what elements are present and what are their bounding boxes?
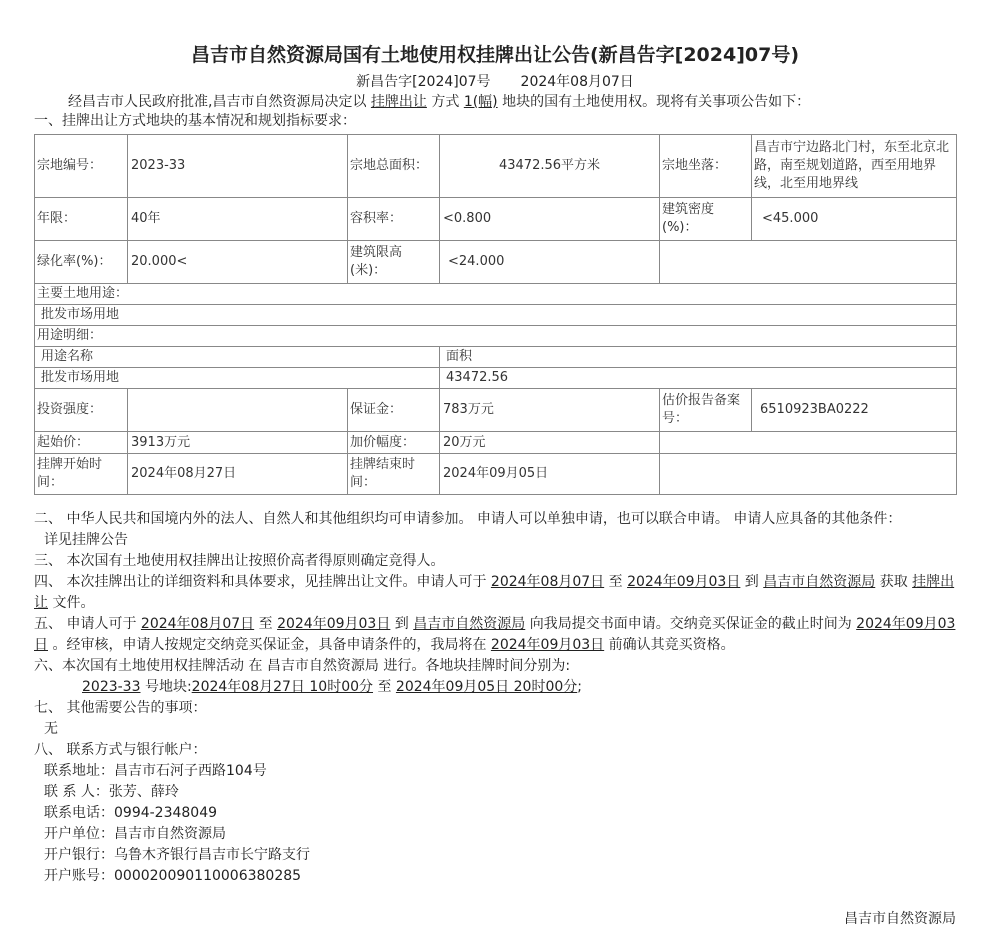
- parcel-number: 2023-33: [82, 679, 141, 695]
- signature: 昌吉市自然资源局: [844, 911, 956, 927]
- use-name-value: 批发市场用地: [35, 368, 440, 389]
- section-7-detail: 无: [44, 721, 58, 737]
- use-area-value: 43472.56: [440, 368, 957, 389]
- empty-cell: [660, 454, 957, 495]
- main-use-value: 批发市场用地: [35, 305, 957, 326]
- use-detail-label: 用途明细：: [35, 326, 957, 347]
- text: 到: [744, 574, 759, 590]
- section1-heading: 一、挂牌出让方式地块的基本情况和规划指标要求：: [34, 113, 356, 129]
- text: 至: [608, 574, 623, 590]
- table-row: [35, 432, 957, 454]
- account-unit: 开户单位：昌吉市自然资源局: [44, 826, 226, 842]
- parcel-no: 2023-33: [128, 135, 348, 198]
- date-link: 2024年09月03日: [627, 574, 741, 590]
- invest-value: [128, 389, 348, 432]
- section-8-text: 八、 联系方式与银行帐户：: [34, 742, 207, 758]
- org-name: 昌吉市自然资源局: [413, 616, 526, 632]
- section-6-detail: [34, 677, 956, 698]
- end-time-value: 2024年09月05日: [440, 454, 660, 495]
- page-title: 昌吉市自然资源局国有土地使用权挂牌出让公告(新昌告字[2024]07号): [190, 44, 800, 66]
- table-row: [35, 135, 957, 198]
- parcel-count: 1(幅): [463, 94, 498, 110]
- date-link: 2024年09月03日: [490, 637, 605, 653]
- text: ;: [577, 679, 582, 695]
- text: 至: [377, 679, 392, 695]
- start-datetime: 2024年08月27日 10时00分: [191, 679, 374, 695]
- text: 文件。: [52, 595, 95, 611]
- appraisal-label: 估价报告备案号：: [660, 389, 752, 432]
- account-bank: 开户银行：乌鲁木齐银行昌吉市长宁路支行: [44, 847, 310, 863]
- main-use-label: 主要土地用途：: [35, 284, 957, 305]
- text: 至: [258, 616, 273, 632]
- empty-cell: [660, 241, 957, 284]
- green-label: 绿化率(%)：: [35, 241, 128, 284]
- increment-value: 20万元: [440, 432, 660, 454]
- parcel-no-label: 宗地编号：: [35, 135, 128, 198]
- contact-address: 联系地址：昌吉市石河子西路104号: [44, 763, 267, 779]
- intro-text: 经昌吉市人民政府批准,昌吉市自然资源局决定以: [68, 94, 367, 110]
- text: 。经审核，申请人按规定交纳竞买保证金，具备申请条件的，我局将在: [52, 637, 487, 653]
- density-value: <45.000: [752, 198, 957, 241]
- table-row: [35, 305, 957, 326]
- text: 向我局提交书面申请。交纳竞买保证金的截止时间为: [529, 616, 852, 632]
- text: 五、 申请人可于: [34, 616, 137, 632]
- section-6-text: 六、本次国有土地使用权挂牌活动 在 昌吉市自然资源局 进行。各地块挂牌时间分别为:: [34, 658, 571, 674]
- transfer-method: 挂牌出让: [370, 94, 427, 110]
- org-name: 昌吉市自然资源局: [763, 574, 876, 590]
- use-name-header: 用途名称: [35, 347, 440, 368]
- transfer-method: 挂牌出让: [34, 574, 955, 611]
- text: 号地块:: [144, 679, 192, 695]
- text: 到: [394, 616, 409, 632]
- green-value: 20.000<: [128, 241, 348, 284]
- start-price-value: 3913万元: [128, 432, 348, 454]
- table-row: [35, 284, 957, 305]
- far-label: 容积率：: [348, 198, 440, 241]
- far-value: <0.800: [440, 198, 660, 241]
- end-time-label: 挂牌结束时间：: [348, 454, 440, 495]
- density-label: 建筑密度(%)：: [660, 198, 752, 241]
- intro-text: 地块的国有土地使用权。现将有关事项公告如下：: [502, 94, 811, 110]
- table-row: [35, 326, 957, 347]
- table-row: [35, 241, 957, 284]
- text: 获取: [879, 574, 908, 590]
- invest-label: 投资强度：: [35, 389, 128, 432]
- location-label: 宗地坐落：: [660, 135, 752, 198]
- term-label: 年限：: [35, 198, 128, 241]
- intro-text: 方式: [431, 94, 460, 110]
- start-price-label: 起始价：: [35, 432, 128, 454]
- intro-paragraph: [0, 92, 990, 112]
- height-label: 建筑限高(米)：: [348, 241, 440, 284]
- parcel-info-table: [34, 134, 957, 495]
- section-5-text: [34, 614, 956, 656]
- section-7-text: 七、 其他需要公告的事项：: [34, 700, 207, 716]
- area-value: 43472.56平方米: [440, 135, 660, 198]
- doc-date: 2024年08月07日: [520, 74, 634, 90]
- use-area-header: 面积: [440, 347, 957, 368]
- date-link: 2024年09月03日: [34, 616, 956, 653]
- table-row: [35, 198, 957, 241]
- text: 前确认其竞买资格。: [608, 637, 735, 653]
- table-row: [35, 454, 957, 495]
- deposit-label: 保证金：: [348, 389, 440, 432]
- section-2-text: 二、 中华人民共和国境内外的法人、自然人和其他组织均可申请参加。 申请人可以单独申请，也可以联合申请。 申请人应具备的其他条件：: [34, 511, 902, 527]
- section-3-text: 三、 本次国有土地使用权挂牌出让按照价高者得原则确定竞得人。: [34, 553, 445, 569]
- deposit-value: 783万元: [440, 389, 660, 432]
- doc-number: 新昌告字[2024]07号: [356, 74, 491, 90]
- appraisal-value: 6510923BA0222: [752, 389, 957, 432]
- contact-block: [34, 761, 956, 887]
- empty-cell: [660, 432, 957, 454]
- account-number: 开户账号：000020090110006380285: [44, 868, 302, 884]
- date-link: 2024年09月03日: [277, 616, 391, 632]
- end-datetime: 2024年09月05日 20时00分: [395, 679, 578, 695]
- area-label: 宗地总面积：: [348, 135, 440, 198]
- height-value: <24.000: [440, 241, 660, 284]
- location-value: 昌吉市宁边路北门村，东至北京北路，南至规划道路，西至用地界线，北至用地界线: [752, 135, 957, 198]
- term-value: 40年: [128, 198, 348, 241]
- section-2-detail: 详见挂牌公告: [44, 532, 128, 548]
- text: 四、 本次挂牌出让的详细资料和具体要求，见挂牌出让文件。申请人可于: [34, 574, 487, 590]
- section-2: [34, 509, 956, 887]
- section-4-text: [34, 572, 956, 614]
- increment-label: 加价幅度：: [348, 432, 440, 454]
- contact-phone: 联系电话：0994-2348049: [44, 805, 218, 821]
- table-row: [35, 389, 957, 432]
- start-time-value: 2024年08月27日: [128, 454, 348, 495]
- date-link: 2024年08月07日: [490, 574, 605, 590]
- table-row: [35, 347, 957, 368]
- table-row: [35, 368, 957, 389]
- contact-person: 联 系 人：张芳、薛玲: [44, 784, 179, 800]
- date-link: 2024年08月07日: [140, 616, 255, 632]
- start-time-label: 挂牌开始时间：: [35, 454, 128, 495]
- doc-meta: [0, 72, 990, 92]
